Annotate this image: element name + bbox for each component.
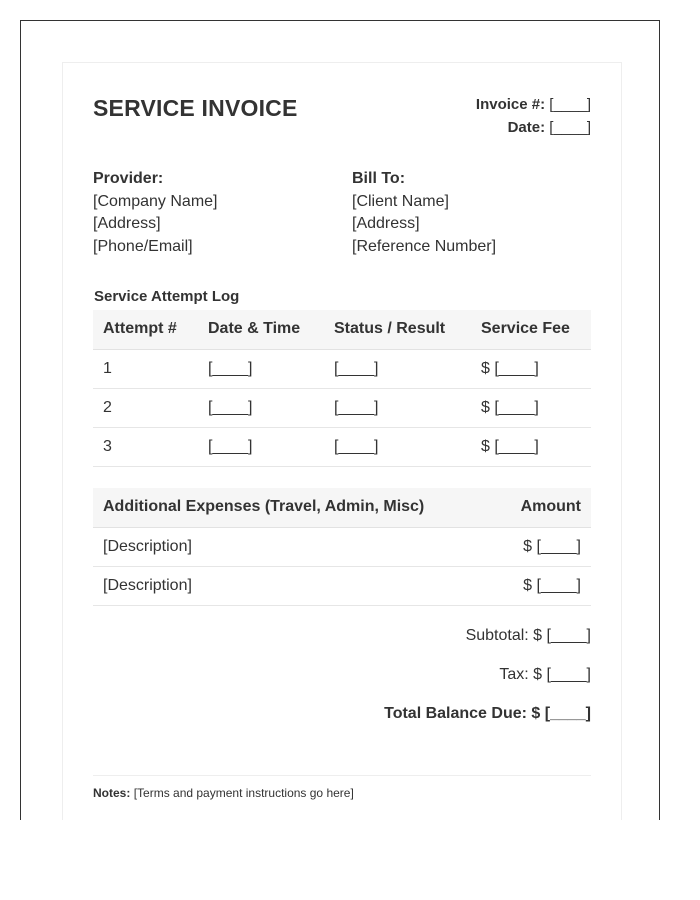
- column-header-attempt: Attempt #: [93, 310, 198, 349]
- attempt-date-time[interactable]: [____]: [198, 349, 324, 388]
- attempt-number: 2: [93, 388, 198, 427]
- table-row: [93, 527, 591, 566]
- invoice-number-label: Invoice #:: [475, 96, 546, 113]
- invoice-date-line: [476, 116, 591, 139]
- invoice-number-line: [476, 93, 591, 116]
- column-header-service-fee: Service Fee: [471, 310, 591, 349]
- provider-block: [93, 168, 218, 258]
- bill-to-address: [Address]: [352, 215, 420, 232]
- attempt-date-time[interactable]: [____]: [198, 388, 324, 427]
- bill-to-block: [352, 168, 496, 258]
- attempt-number: 1: [93, 349, 198, 388]
- provider-heading: Provider:: [93, 170, 164, 187]
- attempt-log-header-row: [93, 310, 591, 349]
- expense-amount[interactable]: $ [____]: [491, 527, 591, 566]
- table-row: [93, 427, 591, 466]
- invoice-date-value[interactable]: [____]: [549, 119, 591, 136]
- attempt-fee[interactable]: $ [____]: [471, 427, 591, 466]
- bill-to-heading: Bill To:: [352, 170, 406, 187]
- bill-to-reference: [Reference Number]: [352, 237, 497, 255]
- notes-section: [93, 775, 591, 800]
- subtotal-line: Subtotal: $ [____]: [465, 627, 591, 644]
- expense-description[interactable]: [Description]: [93, 566, 491, 605]
- provider-address: [Address]: [93, 215, 161, 232]
- column-header-status: Status / Result: [324, 310, 471, 349]
- column-header-amount: Amount: [491, 488, 591, 527]
- expenses-header-row: [93, 488, 591, 527]
- attempt-fee[interactable]: $ [____]: [471, 349, 591, 388]
- expenses-table: [93, 488, 591, 606]
- expense-description[interactable]: [Description]: [93, 527, 491, 566]
- attempt-status[interactable]: [____]: [324, 388, 471, 427]
- attempt-fee[interactable]: $ [____]: [471, 388, 591, 427]
- column-header-expenses: Additional Expenses (Travel, Admin, Misc): [93, 488, 491, 527]
- provider-company: [Company Name]: [93, 192, 218, 210]
- tax-line: Tax: $ [____]: [499, 666, 591, 683]
- totals-block: [384, 621, 591, 738]
- attempt-status[interactable]: [____]: [324, 349, 471, 388]
- total-balance-due-line: Total Balance Due: $ [____]: [384, 705, 591, 722]
- invoice-date-label: Date:: [507, 119, 546, 136]
- attempt-log-title: Service Attempt Log: [94, 288, 240, 305]
- notes-text: [Terms and payment instructions go here]: [133, 786, 354, 800]
- column-header-date-time: Date & Time: [198, 310, 324, 349]
- attempt-log-table: [93, 310, 591, 467]
- bill-to-client: [Client Name]: [352, 192, 449, 210]
- attempt-date-time[interactable]: [____]: [198, 427, 324, 466]
- attempt-status[interactable]: [____]: [324, 427, 471, 466]
- table-row: [93, 566, 591, 605]
- table-row: [93, 388, 591, 427]
- table-row: [93, 349, 591, 388]
- invoice-meta: [476, 93, 591, 139]
- invoice-sheet: [62, 62, 622, 820]
- expense-amount[interactable]: $ [____]: [491, 566, 591, 605]
- invoice-number-value[interactable]: [____]: [549, 96, 591, 113]
- provider-contact: [Phone/Email]: [93, 237, 193, 255]
- invoice-title: SERVICE INVOICE: [93, 95, 298, 121]
- attempt-number: 3: [93, 427, 198, 466]
- notes-label: Notes:: [93, 786, 131, 800]
- page-frame: [20, 20, 660, 820]
